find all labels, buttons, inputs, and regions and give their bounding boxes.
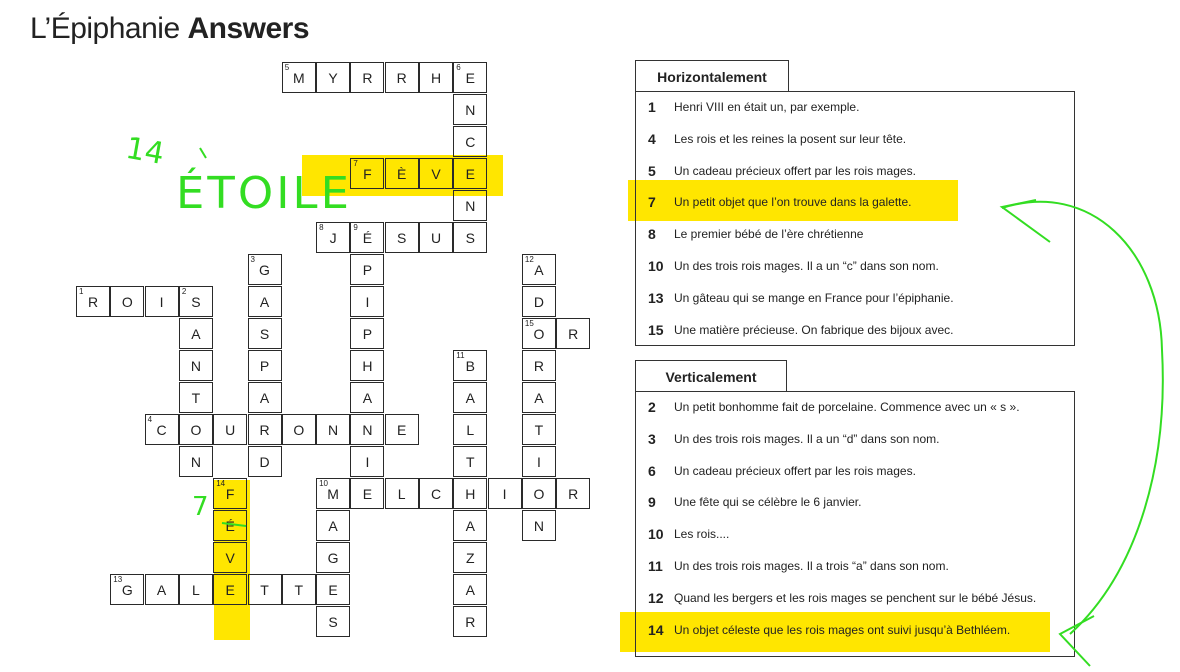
clue-item-number: 3: [648, 430, 656, 447]
cell-letter: N: [465, 197, 476, 214]
arrow-head-bottom: [1060, 616, 1094, 666]
handwritten-etoile: ÉTOILE: [176, 168, 349, 219]
clue-item-number: 5: [648, 162, 656, 179]
clue-number: 10: [319, 479, 328, 488]
cell-letter: O: [533, 485, 545, 502]
cell-letter: P: [259, 357, 270, 374]
clue-item-text: Un des trois rois mages. Il a trois “a” dans son nom.: [674, 559, 949, 573]
cell-letter: A: [465, 581, 475, 598]
cell-letter: H: [362, 357, 373, 374]
clue-number: 5: [284, 63, 290, 72]
handwritten-underline: [222, 523, 246, 526]
clue-number: 14: [216, 479, 226, 488]
cell-letter: A: [259, 293, 270, 310]
clue-item-number: 14: [648, 621, 664, 638]
cell-letter: O: [533, 325, 545, 342]
cell-letter: A: [191, 325, 201, 342]
cell-letter: I: [159, 293, 164, 310]
clue-item-text: Un objet céleste que les rois mages ont suivi jusqu’à Bethléem.: [674, 622, 1011, 637]
cell-letter: É: [225, 517, 235, 534]
clue-number: 2: [181, 287, 187, 296]
arrow-curve: [1002, 202, 1163, 634]
cell-letter: E: [362, 485, 373, 502]
cell-letter: N: [190, 453, 201, 470]
clue-item-number: 11: [648, 558, 663, 574]
clue-item-text: Quand les bergers et les rois mages se penchent sur le bébé Jésus.: [674, 590, 1037, 605]
clue-item-number: 8: [648, 226, 656, 243]
cell-letter: R: [396, 69, 407, 86]
cell-letter: F: [363, 165, 372, 182]
clue-number: 9: [353, 223, 358, 232]
cell-letter: O: [121, 293, 133, 310]
cell-letter: S: [191, 293, 201, 310]
cell-letter: É: [362, 229, 373, 246]
cell-letter: T: [534, 421, 544, 438]
cell-letter: N: [533, 517, 544, 534]
cell-letter: E: [465, 165, 475, 182]
cell-letter: I: [502, 485, 507, 502]
cell-letter: R: [87, 293, 99, 310]
title-regular: L’Épiphanie: [30, 12, 188, 45]
cell-letter: D: [259, 453, 270, 470]
clue-item-text: Un cadeau précieux offert par les rois mages.: [674, 463, 916, 478]
cell-letter: E: [465, 69, 475, 86]
cell-letter: A: [465, 389, 475, 406]
cell-letter: V: [431, 165, 441, 182]
cell-letter: A: [328, 517, 338, 534]
cell-letter: O: [293, 421, 305, 438]
cell-letter: R: [533, 357, 544, 374]
clue-item-number: 13: [648, 289, 664, 306]
clue-number: 13: [113, 575, 123, 584]
clue-number: 8: [319, 223, 324, 232]
cell-letter: E: [225, 581, 235, 598]
clue-item-number: 4: [648, 130, 656, 147]
cell-letter: L: [397, 485, 406, 502]
cell-letter: J: [329, 229, 337, 246]
clue-item-number: 6: [648, 462, 656, 479]
clue-item-number: 10: [648, 526, 664, 543]
clue-item-number: 1: [648, 99, 656, 115]
clue-item-text: Un gâteau qui se mange en France pour l’épiphanie.: [674, 290, 954, 305]
cell-letter: L: [191, 581, 200, 598]
clue-item-text: Un cadeau précieux offert par les rois mages.: [674, 163, 916, 178]
clue-item-number: 2: [648, 399, 656, 415]
clue-item-number: 15: [648, 321, 664, 338]
cell-letter: T: [294, 581, 304, 598]
cell-letter: R: [362, 69, 373, 86]
clue-item-text: Henri VIII en était un, par exemple.: [674, 100, 860, 114]
clue-item-text: Un des trois rois mages. Il a un “c” dans son nom.: [674, 259, 939, 273]
cell-letter: T: [260, 581, 269, 598]
clue-number: 11: [456, 351, 465, 360]
cell-letter: S: [465, 229, 475, 246]
clue-number: 12: [524, 255, 534, 264]
cell-letter: R: [259, 421, 270, 438]
handwritten-comma: [200, 148, 206, 158]
clue-number: 3: [250, 255, 255, 264]
cell-letter: H: [430, 69, 442, 86]
cell-letter: E: [397, 421, 407, 438]
clue-item-text: Le premier bébé de l’ère chrétienne: [674, 227, 864, 242]
cell-letter: H: [465, 485, 476, 502]
cell-letter: N: [190, 357, 201, 374]
cell-letter: S: [259, 325, 270, 342]
cell-letter: T: [191, 389, 201, 406]
cell-letter: U: [225, 421, 236, 438]
clue-number: 1: [79, 287, 84, 296]
cell-letter: N: [362, 421, 373, 438]
cell-letter: R: [568, 325, 579, 342]
clue-item-number: 10: [648, 258, 664, 274]
cell-letter: V: [225, 549, 235, 566]
clue-number: 7: [353, 159, 358, 168]
clue-number: 6: [456, 63, 461, 72]
cell-letter: D: [533, 293, 544, 310]
cell-letter: N: [465, 101, 476, 118]
cell-letter: I: [536, 453, 541, 470]
cell-letter: F: [225, 485, 235, 502]
clue-item-text: Une fête qui se célèbre le 6 janvier.: [674, 495, 862, 510]
cell-letter: G: [121, 581, 133, 598]
clue-number: 15: [524, 319, 534, 328]
cell-letter: A: [534, 389, 544, 406]
horizontal-heading: Horizontalement: [635, 60, 789, 92]
clue-item-text: Un petit objet que l’on trouve dans la galette.: [674, 195, 912, 210]
cell-letter: E: [328, 581, 338, 598]
cell-letter: T: [466, 453, 475, 470]
handwritten-7: 7: [192, 492, 209, 522]
cell-letter: R: [465, 613, 476, 630]
cell-letter: Y: [328, 69, 338, 86]
title-bold: Answers: [187, 12, 310, 45]
clue-item-text: Les rois....: [674, 527, 730, 542]
cell-letter: A: [534, 261, 544, 278]
clue-number: 4: [147, 415, 153, 424]
cell-letter: L: [466, 421, 475, 438]
cell-letter: M: [292, 69, 305, 86]
cell-letter: M: [327, 485, 339, 502]
cell-letter: C: [465, 133, 476, 150]
clue-item-number: 7: [648, 194, 656, 211]
clue-item-text: Un petit bonhomme fait de porcelaine. Commence avec un « s ».: [674, 400, 1020, 414]
cell-letter: I: [365, 453, 370, 470]
arrow-head-top: [1002, 200, 1050, 242]
cell-letter: C: [156, 421, 167, 438]
cell-letter: A: [156, 581, 167, 598]
cell-letter: A: [362, 389, 373, 406]
cell-letter: C: [430, 485, 442, 502]
cell-letter: B: [465, 357, 475, 374]
vertical-heading: Verticalement: [635, 360, 787, 392]
cell-letter: U: [430, 229, 442, 246]
cell-letter: G: [259, 261, 270, 278]
clue-item-text: Un des trois rois mages. Il a un “d” dans son nom.: [674, 431, 940, 446]
cell-letter: O: [190, 421, 202, 438]
cell-letter: P: [362, 261, 373, 278]
clue-item-text: Une matière précieuse. On fabrique des bijoux avec.: [674, 322, 954, 337]
cell-letter: N: [328, 421, 339, 438]
clue-item-number: 12: [648, 589, 664, 606]
handwritten-14: 14: [123, 130, 167, 172]
cell-letter: Z: [466, 549, 475, 566]
cell-letter: R: [568, 485, 579, 502]
cell-letter: È: [397, 165, 407, 182]
cell-letter: P: [362, 325, 373, 342]
cell-letter: I: [365, 293, 370, 310]
cell-letter: S: [328, 613, 338, 630]
cell-letter: A: [465, 517, 475, 534]
cell-letter: G: [327, 549, 339, 566]
cell-letter: S: [397, 229, 407, 246]
clue-item-number: 9: [648, 494, 656, 511]
cell-letter: A: [259, 389, 270, 406]
clue-item-text: Les rois et les reines la posent sur leur tête.: [674, 131, 907, 146]
